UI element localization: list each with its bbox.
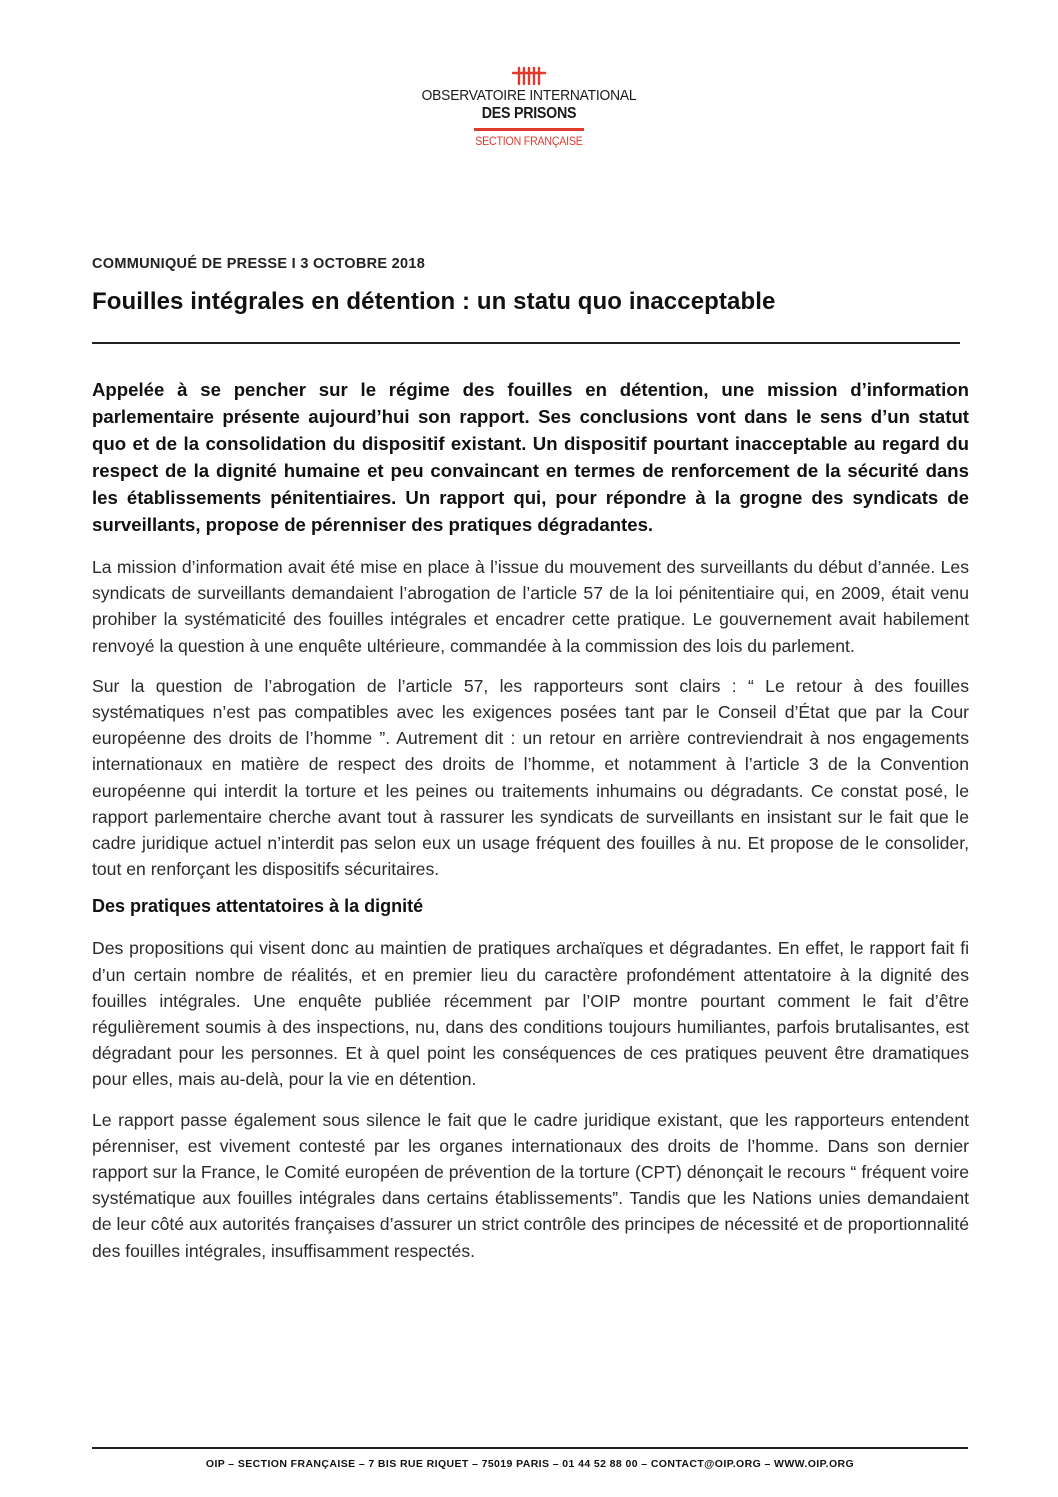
body-paragraph-2: Sur la question de l’abrogation de l’article 57, les rapporteurs sont clairs : “ Le retour à des fouilles systématiques n’est pas compatibles avec les exigences posées tant par le Conseil d’État que par la Cour européenne des droits de l’homme ”. Autrement dit : un retour en arrière contreviendrait à nos engagements internationaux en matière de respect des droits de l’homme, et notamment à l’article 3 de la Convention européenne qui interdit la torture et les peines ou traitements inhumains ou dégradants. Ce constat posé, le rapport parlementaire cherche avant tout à rassurer les syndicats de surveillants en insistant sur le fait que le cadre juridique actuel n’interdit pas selon eux un usage fréquent des fouilles à nu. Et propose de le consolider, tout en renforçant les dispositifs sécuritaires. — [92, 675, 969, 880]
footer-contact: OIP – SECTION FRANÇAISE – 7 BIS RUE RIQUET – 75019 PARIS – 01 44 52 88 00 – CONTACT@OIP.ORG – WWW.OIP.ORG — [205, 1458, 855, 1470]
press-header — [92, 256, 962, 316]
logo-line-3: SECTION FRANÇAISE — [475, 136, 583, 148]
body-paragraph-4: Le rapport passe également sous silence le fait que le cadre juridique existant, que les rapporteurs entendent pérenniser, est vivement contesté par les organes internationaux des droits de l’homme. Dans son dernier rapport sur la France, le Comité européen de prévention de la torture (CPT) dénonçait le recours “ fréquent voire systématique aux fouilles intégrales dans certains établissements”. Tandis que les Nations unies demandaient de leur côté aux autorités françaises d’assurer un strict contrôle des principes de nécessité et de proportionnalité des fouilles intégrales, insuffisamment respectés. — [92, 1109, 969, 1261]
oip-logo — [0, 66, 1058, 149]
footer-divider — [92, 1447, 968, 1449]
logo-divider — [474, 128, 584, 131]
body-paragraph-1: La mission d’information avait été mise en place à l’issue du mouvement des surveillants du début d’année. Les syndicats de surveillants demandaient l’abrogation de l’article 57 de la loi pénitentiaire qui, en 2009, était venu prohiber la systématicité des fouilles intégrales et encadrer cette pratique. Le gouvernement avait habilement renvoyé la question à une enquête ultérieure, commandée à la commission des lois du parlement. — [92, 557, 969, 656]
section-heading: Des pratiques attentatoires à la dignité — [92, 896, 424, 917]
body-paragraph-3: Des propositions qui visent donc au maintien de pratiques archaïques et dégradantes. En effet, le rapport fait fi d’un certain nombre de réalités, et en premier lieu du caractère profondément attentatoire à la dignité des fouilles intégrales. Une enquête publiée récemment par l’OIP montre pourtant comment le fait d’être régulièrement soumis à des inspections, nu, dans des conditions toujours humiliantes, parfois brutalisantes, est dégradant pour les personnes. Et à quel point les conséquences de ces pratiques peuvent être dramatiques pour elles, mais au-delà, pour la vie en détention. — [92, 938, 969, 1090]
logo-line-1: OBSERVATOIRE INTERNATIONAL — [421, 87, 637, 104]
prison-bars-icon — [511, 66, 547, 86]
article-body — [92, 376, 969, 1278]
title-divider — [92, 342, 960, 344]
logo-line-2: DES PRISONS — [481, 105, 577, 122]
page-title: Fouilles intégrales en détention : un statu quo inacceptable — [92, 288, 776, 315]
lead-paragraph: Appelée à se pencher sur le régime des fouilles en détention, une mission d’information parlementaire présente aujourd’hui son rapport. Ses conclusions vont dans le sens d’un statut quo et de la consolidation du dispositif existant. Un dispositif pourtant inacceptable au regard du respect de la dignité humaine et peu convaincant en termes de renforcement de la sécurité dans les établissements pénitentiaires. Un rapport qui, pour répondre à la grogne des syndicats de surveillants, propose de pérenniser des pratiques dégradantes. — [92, 379, 969, 535]
press-release-kicker: COMMUNIQUÉ DE PRESSE I 3 OCTOBRE 2018 — [92, 256, 426, 272]
